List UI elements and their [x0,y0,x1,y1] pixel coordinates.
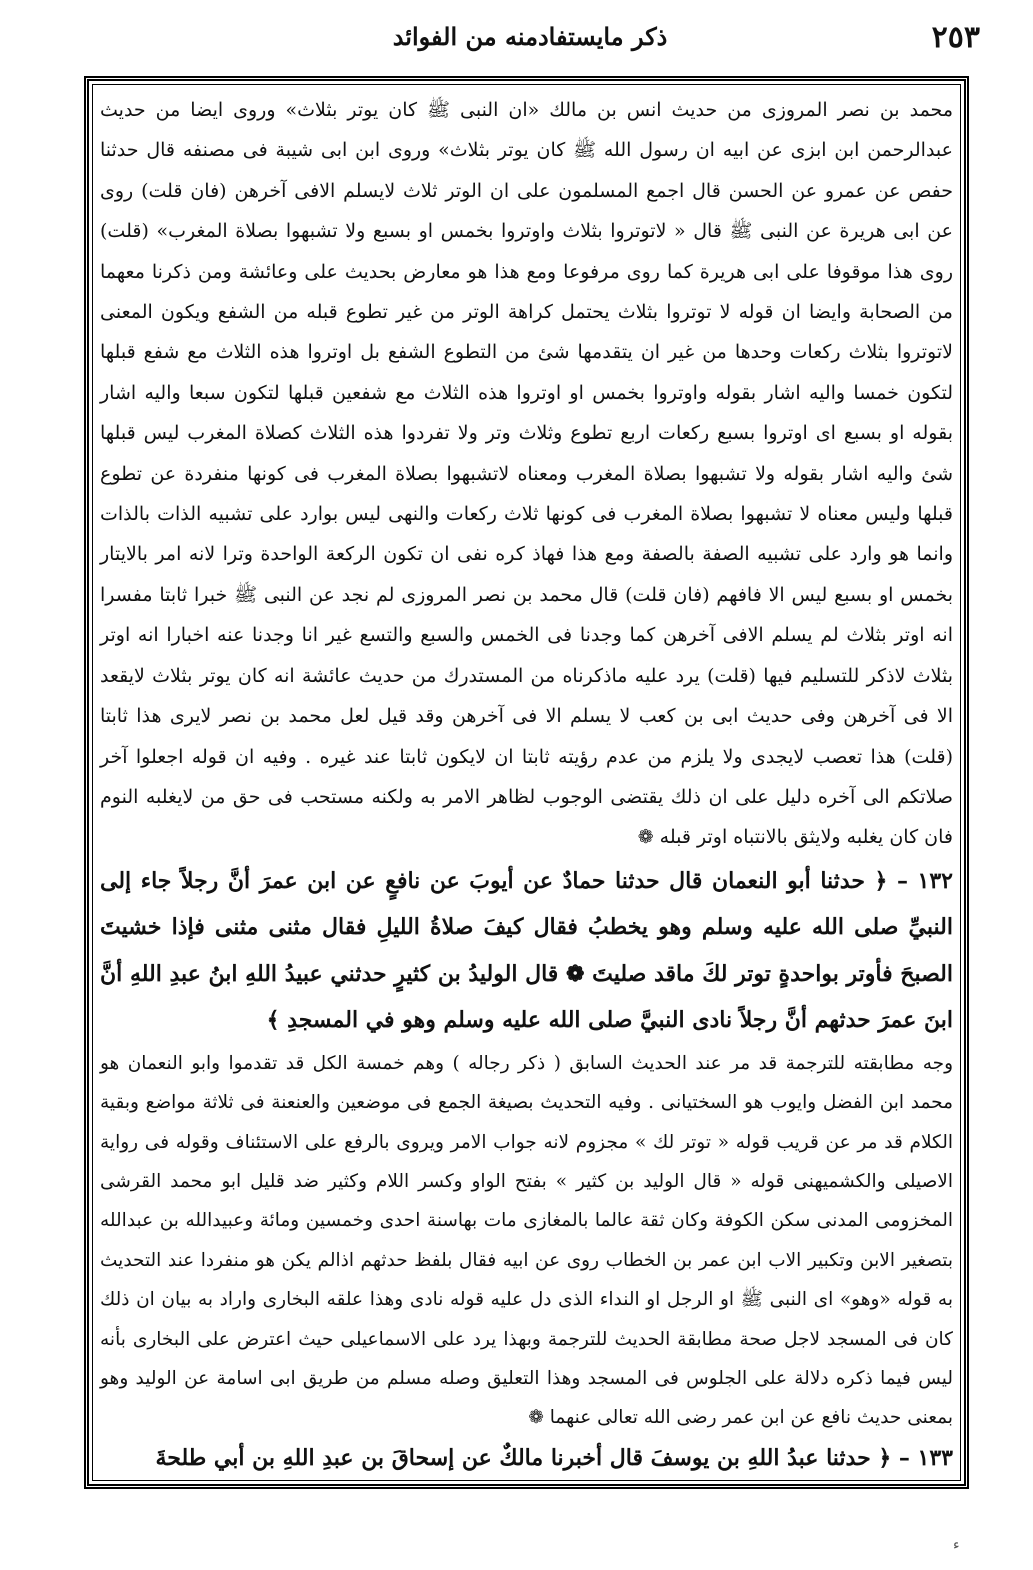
margin-mark: ء [953,1537,960,1553]
commentary-paragraph-2: وجه مطابقته للترجمة قد مر عند الحديث السابق ( ذكر رجاله ) وهم خمسة الكل قد تقدموا وابو النعمان هو محمد ابن الفضل وايوب هو السختيانى . وفيه التحديث بصيغة الجمع فى موضعين والعنعنة فى ثلاثة مواضع وبقية الكلام قد مر عن قريب قوله « توتر لك » مجزوم لانه جواب الامر ويروى بالرفع على الاستئناف وقوله فى رواية الاصيلى والكشميهنى قوله « قال الوليد بن كثير » بفتح الواو وكسر اللام وكثير ضد قليل ابو محمد القرشى المخزومى المدنى سكن الكوفة وكان ثقة عالما بالمغازى مات بهاسنة احدى وخمسين ومائة وعبيدالله بن عبدالله بتصغير الابن وتكبير الاب ابن عمر بن الخطاب روى عن ابيه فقال بلفظ حدثهم اذالم يكن هو منفردا عند التحديث به قوله «وهو» اى النبى ﷺ او الرجل او النداء الذى دل عليه قوله نادى وهذا علقه البخارى واراد به بيان ان ذلك كان فى المسجد لاجل صحة مطابقة الحديث للترجمة وبهذا يرد على الاسماعيلى حيث اعترض على البخارى بأنه ليس فيما ذكره دلالة على الجلوس فى المسجد وهذا التعليق وصله مسلم من طريق ابى اسامة عن الوليد وهو بمعنى حديث نافع عن ابن عمر رضى الله تعالى عنهما ❁ [100,1052,953,1429]
hadith-133: ١٣٣ – ﴿ حدثنا عبدُ اللهِ بن يوسفَ قال أخبرنا مالكٌ عن إسحاقَ بن عبدِ اللهِ بن أبي طلحةَ [155,1444,953,1471]
hadith-132: ١٣٢ – ﴿ حدثنا أبو النعمان قال حدثنا حمادٌ عن أيوبَ عن نافعٍ عن ابن عمرَ أنَّ رجلاً جاء إلى النبيِّ صلى الله عليه وسلم وهو يخطبُ فقال كيفَ صلاةُ الليلِ فقال مثنى مثنى فإذا خشيتَ الصبحَ فأوتر بواحدةٍ توتر لكَ ماقد صليتَ ❁ قال الوليدُ بن كثيرٍ حدثني عبيدُ اللهِ ابنُ عبدِ اللهِ أنَّ ابنَ عمرَ حدثهم أنَّ رجلاً نادى النبيَّ صلى الله عليه وسلم وهو في المسجدِ ﴾ [100,867,953,1034]
page-number: ٢٥٣ [931,20,980,55]
running-title: ذكر مايستفادمنه من الفوائد [392,22,668,51]
commentary-paragraph-1: محمد بن نصر المروزى من حديث انس بن مالك «ان النبى ﷺ كان يوتر بثلاث» وروى ايضا من حديث عبدالرحمن ابن ابزى عن ابيه ان رسول الله ﷺ كان يوتر بثلاث» وروى ابن ابى شيبة فى مصنفه قال حدثنا حفص عن عمرو عن الحسن قال اجمع المسلمون على ان الوتر ثلاث لايسلم الافى آخرهن (فان قلت) روى عن ابى هريرة عن النبى ﷺ قال « لاتوتروا بثلاث واوتروا بخمس او بسبع ولا تشبهوا بصلاة المغرب» (قلت) روى هذا موقوفا على ابى هريرة كما روى مرفوعا ومع هذا هو معارض بحديث على وعائشة ومن ذكرنا معهما من الصحابة وايضا ان قوله لا توتروا بثلاث يحتمل كراهة الوتر من غير تطوع قبله من الشفع ويكون المعنى لاتوتروا بثلاث ركعات وحدها من غير ان يتقدمها شئ من التطوع الشفع بل اوتروا هذه الثلاث مع شفع قبلها لتكون خمسا واليه اشار بقوله واوتروا بخمس او اوتروا هذه الثلاث مع شفعين قبلها لتكون سبعا واليه اشار بقوله او بسبع اى اوتروا بسبع ركعات اربع تطوع وثلاث وتر ولا تفردوا هذه الثلاث كصلاة المغرب ليس قبلها شئ واليه اشار بقوله ولا تشبهوا بصلاة المغرب ومعناه لاتشبهوا بصلاة المغرب فى كونها منفردة عن تطوع قبلها وليس معناه لا تشبهوا بصلاة المغرب فى كونها ثلاث ركعات والنهى ليس بوارد على تشبيه الذات بالذات وانما هو وارد على تشبيه الصفة بالصفة ومع هذا فهاذ كره نفى ان تكون الركعة الواحدة وترا لانه امر بالايتار بخمس او بسبع ليس الا فافهم (فان قلت) قال محمد بن نصر المروزى لم نجد عن النبى ﷺ خبرا ثابتا مفسرا انه اوتر بثلاث لم يسلم الافى آخرهن كما وجدنا فى الخمس والسبع والتسع غير انا وجدنا عنه اخبارا انه اوتر بثلاث لاذكر للتسليم فيها (قلت) يرد عليه ماذكرناه من المستدرك من حديث عائشة انه كان يوتر بثلاث لايقعد الا فى آخرهن وفى حديث ابى بن كعب لا يسلم الا فى آخرهن وقد قيل لعل محمد بن نصر لايرى هذا ثابتا (قلت) هذا تعصب لايجدى ولا يلزم من عدم رؤيته ثابتا ان لايكون ثابتا عند غيره . وفيه ان قوله اجعلوا آخر صلاتكم الى آخره دليل على ان ذلك يقتضى الوجوب لظاهر الامر به ولكنه مستحب فى حق من لايغلبه النوم فان كان يغلبه ولايثق بالانتباه اوتر قبله ❁ [100,99,953,849]
text-body [100,90,953,1478]
page-header [80,12,980,74]
